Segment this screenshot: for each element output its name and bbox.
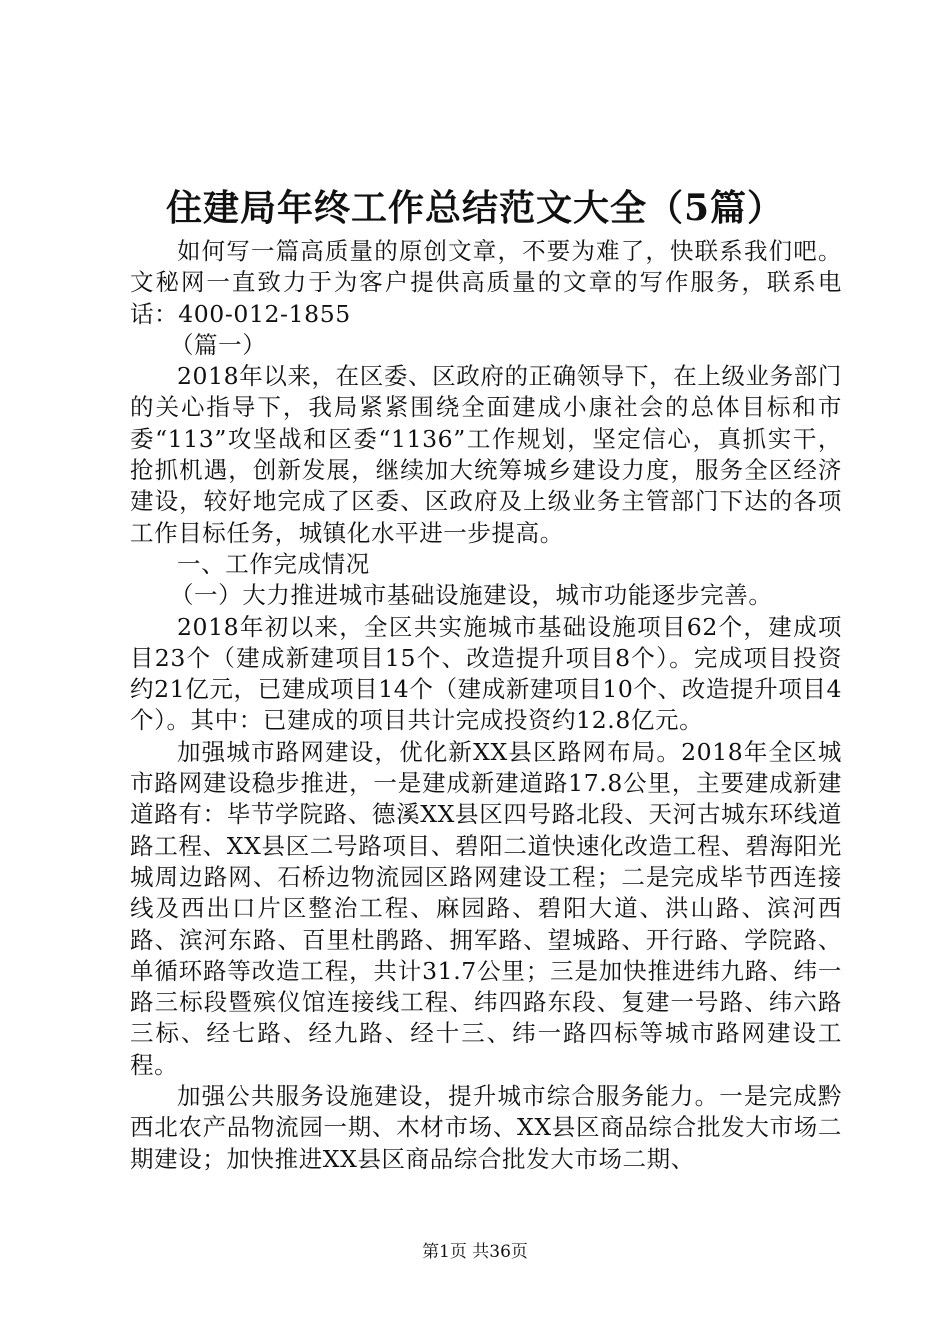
summary-paragraph: 2018年以来，在区委、区政府的正确领导下，在上级业务部门的关心指导下，我局紧紧围绕全面建成小康社会的总体目标和市委“113”攻坚战和区委“1136”工作规划，坚定信心，真抓实干，抢抓机遇，创新发展，继续加大统筹城乡建设力度，服务全区经济建设，较好地完成了区委、区政府及上级业务主管部门下达的各项工作目标任务，城镇化水平进一步提高。	[130, 362, 842, 547]
intro-paragraph: 如何写一篇高质量的原创文章，不要为难了，快联系我们吧。文秘网一直致力于为客户提供高质量的文章的写作服务，联系电话：400-012-1855	[130, 237, 842, 328]
document-body	[130, 236, 842, 1175]
subsection-heading: （一）大力推进城市基础设施建设，城市功能逐步完善。	[169, 581, 773, 610]
body-paragraph: 2018年初以来，全区共实施城市基础设施项目62个，建成项目23个（建成新建项目15个、改造提升项目8个）。完成项目投资约21亿元，已建成项目14个（建成新建项目10个、改造提升项目4个）。其中：已建成的项目共计完成投资约12.8亿元。	[130, 612, 842, 735]
section-label: （篇一）	[169, 330, 267, 359]
page-footer: 第1页 共36页	[422, 1242, 528, 1262]
section-heading: 一、工作完成情况	[177, 549, 370, 578]
body-paragraph: 加强城市路网建设，优化新XX县区路网布局。2018年全区城市路网建设稳步推进，一是建成新建道路17.8公里，主要建成新建道路有：毕节学院路、德溪XX县区四号路北段、天河古城东环线道路工程、XX县区二号路项目、碧阳二道快速化改造工程、碧海阳光城周边路网、石桥边物流园区路网建设工程；二是完成毕节西连接线及西出口片区整治工程、麻园路、碧阳大道、洪山路、滨河西路、滨河东路、百里杜鹃路、拥军路、望城路、开行路、学院路、单循环路等改造工程，共计31.7公里；三是加快推进纬九路、纬一路三标段暨殡仪馆连接线工程、纬四路东段、复建一号路、纬六路三标、经七路、经九路、经十三、纬一路四标等城市路网建设工程。	[130, 737, 842, 1079]
body-paragraph: 加强公共服务设施建设，提升城市综合服务能力。一是完成黔西北农产品物流园一期、木材市场、XX县区商品综合批发大市场二期建设；加快推进XX县区商品综合批发大市场二期、	[130, 1082, 842, 1173]
document-title: 住建局年终工作总结范文大全（5篇）	[165, 187, 785, 229]
